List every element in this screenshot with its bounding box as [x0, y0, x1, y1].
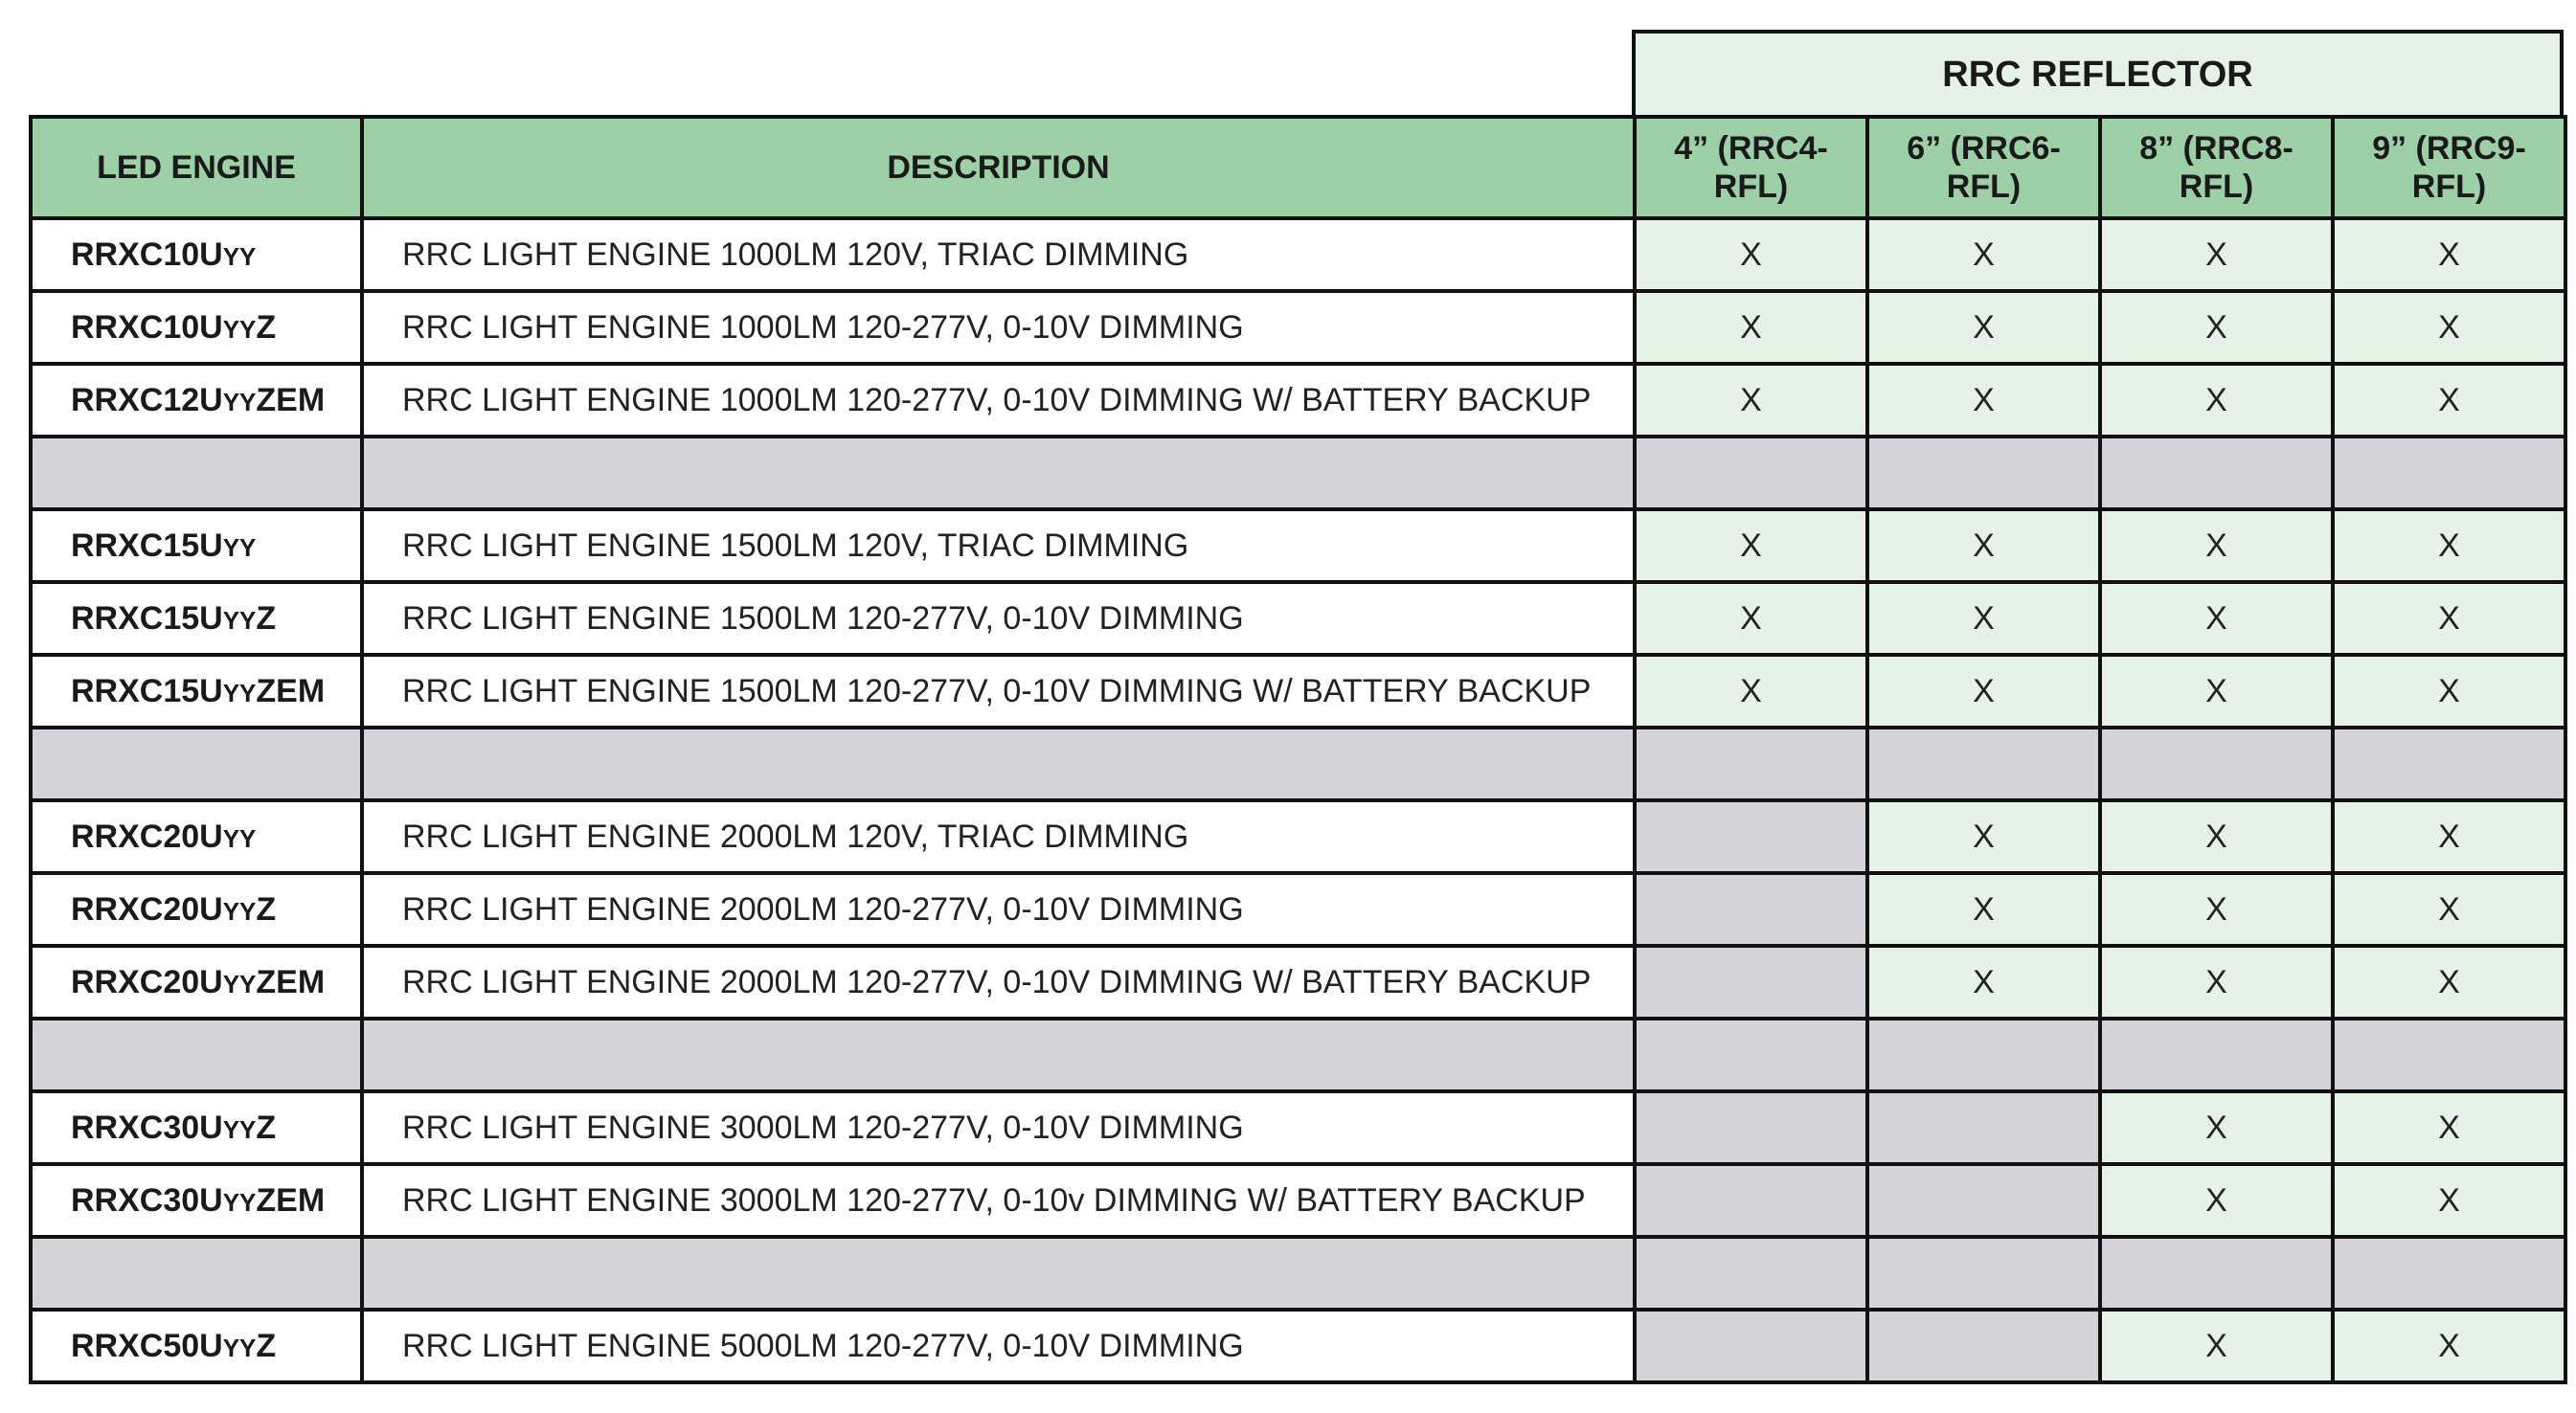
engine-code-suffix: YY	[222, 532, 257, 562]
separator-cell	[1635, 437, 1867, 509]
reflector-group-header-table	[1632, 30, 2564, 120]
compat-mark-8: X	[2100, 1164, 2333, 1237]
compat-mark-9: X	[2333, 364, 2565, 437]
led-engine-code	[31, 800, 362, 873]
header-reflector-4-line2: RFL)	[1713, 168, 1789, 205]
separator-cell	[2333, 1019, 2565, 1091]
table-row	[31, 582, 2565, 655]
separator-cell	[31, 437, 362, 509]
led-engine-code	[31, 218, 362, 291]
compat-mark-4	[1635, 1091, 1867, 1164]
engine-code-prefix: RRXC20U	[71, 963, 223, 1000]
separator-cell	[31, 1237, 362, 1310]
compat-mark-4	[1635, 873, 1867, 946]
compat-mark-8: X	[2100, 582, 2333, 655]
engine-code-prefix: RRXC10U	[71, 236, 223, 273]
compat-mark-9: X	[2333, 291, 2565, 364]
header-reflector-8-line2: RFL)	[2179, 168, 2254, 205]
engine-code-tail: Z	[256, 308, 277, 346]
group-separator-row	[31, 1237, 2565, 1310]
separator-cell	[31, 728, 362, 800]
engine-code-suffix: YY	[222, 605, 257, 635]
engine-code-tail: ZEM	[256, 672, 326, 709]
description-cell: RRC LIGHT ENGINE 5000LM 120-277V, 0-10V DIMMING	[362, 1310, 1635, 1382]
led-engine-code	[31, 946, 362, 1019]
compat-mark-9: X	[2333, 1310, 2565, 1382]
group-separator-row	[31, 1019, 2565, 1091]
separator-cell	[362, 437, 1635, 509]
engine-code-tail: ZEM	[256, 1181, 326, 1219]
separator-cell	[1867, 1019, 2100, 1091]
separator-cell	[2333, 1237, 2565, 1310]
engine-code-suffix: YY	[222, 314, 257, 344]
group-separator-row	[31, 437, 2565, 509]
header-reflector-8-line1: 8” (RRC8-	[2139, 130, 2294, 167]
separator-cell	[362, 1237, 1635, 1310]
header-reflector-6-line2: RFL)	[1946, 168, 2022, 205]
compat-mark-8: X	[2100, 218, 2333, 291]
engine-code-suffix: YY	[222, 1187, 257, 1217]
description-cell: RRC LIGHT ENGINE 2000LM 120V, TRIAC DIMMING	[362, 800, 1635, 873]
compat-mark-6	[1867, 1091, 2100, 1164]
engine-code-prefix: RRXC12U	[71, 381, 223, 418]
separator-cell	[1867, 437, 2100, 509]
compat-mark-6: X	[1867, 582, 2100, 655]
table-row	[31, 509, 2565, 582]
description-cell: RRC LIGHT ENGINE 3000LM 120-277V, 0-10V DIMMING	[362, 1091, 1635, 1164]
description-cell: RRC LIGHT ENGINE 1500LM 120-277V, 0-10V DIMMING	[362, 582, 1635, 655]
header-description: DESCRIPTION	[362, 117, 1635, 218]
compat-mark-6: X	[1867, 364, 2100, 437]
separator-cell	[1635, 1237, 1867, 1310]
separator-cell	[31, 1019, 362, 1091]
header-reflector-9-line1: 9” (RRC9-	[2372, 130, 2526, 167]
table-row	[31, 1310, 2565, 1382]
compat-mark-8: X	[2100, 946, 2333, 1019]
description-cell: RRC LIGHT ENGINE 3000LM 120-277V, 0-10v DIMMING W/ BATTERY BACKUP	[362, 1164, 1635, 1237]
separator-cell	[1867, 1237, 2100, 1310]
compat-mark-9: X	[2333, 1164, 2565, 1237]
led-engine-code	[31, 291, 362, 364]
separator-cell	[1635, 728, 1867, 800]
header-reflector-6	[1867, 117, 2100, 218]
compat-mark-9: X	[2333, 509, 2565, 582]
led-engine-code	[31, 655, 362, 728]
separator-cell	[2333, 728, 2565, 800]
separator-cell	[2100, 1237, 2333, 1310]
compat-mark-4: X	[1635, 582, 1867, 655]
engine-code-suffix: YY	[222, 823, 257, 853]
compat-mark-8: X	[2100, 509, 2333, 582]
table-body	[31, 218, 2565, 1382]
table-row	[31, 655, 2565, 728]
compat-mark-8: X	[2100, 1091, 2333, 1164]
table-row	[31, 946, 2565, 1019]
header-reflector-9	[2333, 117, 2565, 218]
group-separator-row	[31, 728, 2565, 800]
engine-code-prefix: RRXC15U	[71, 672, 223, 709]
description-cell: RRC LIGHT ENGINE 2000LM 120-277V, 0-10V DIMMING	[362, 873, 1635, 946]
header-reflector-6-line1: 6” (RRC6-	[1907, 130, 2061, 167]
compat-mark-6: X	[1867, 946, 2100, 1019]
engine-code-tail: Z	[256, 890, 277, 928]
compat-mark-9: X	[2333, 873, 2565, 946]
table-row	[31, 800, 2565, 873]
led-engine-code	[31, 1164, 362, 1237]
compat-mark-9: X	[2333, 800, 2565, 873]
engine-code-prefix: RRXC20U	[71, 890, 223, 928]
header-reflector-4-line1: 4” (RRC4-	[1674, 130, 1828, 167]
table-row	[31, 873, 2565, 946]
compat-mark-6: X	[1867, 218, 2100, 291]
description-cell: RRC LIGHT ENGINE 1000LM 120V, TRIAC DIMMING	[362, 218, 1635, 291]
led-engine-code	[31, 364, 362, 437]
table-row	[31, 218, 2565, 291]
compat-mark-4	[1635, 946, 1867, 1019]
compat-mark-8: X	[2100, 364, 2333, 437]
description-cell: RRC LIGHT ENGINE 1500LM 120V, TRIAC DIMMING	[362, 509, 1635, 582]
compatibility-table	[29, 115, 2567, 1384]
compat-mark-6: X	[1867, 800, 2100, 873]
engine-code-prefix: RRXC50U	[71, 1327, 223, 1364]
compat-mark-4	[1635, 1310, 1867, 1382]
compat-mark-6: X	[1867, 873, 2100, 946]
engine-code-tail: Z	[256, 599, 277, 637]
engine-code-suffix: YY	[222, 1114, 257, 1144]
compat-mark-9: X	[2333, 218, 2565, 291]
header-reflector-8	[2100, 117, 2333, 218]
engine-code-prefix: RRXC30U	[71, 1181, 223, 1219]
compat-mark-4	[1635, 1164, 1867, 1237]
engine-code-tail: ZEM	[256, 963, 326, 1000]
compat-mark-6	[1867, 1310, 2100, 1382]
compat-mark-8: X	[2100, 873, 2333, 946]
compat-mark-4: X	[1635, 655, 1867, 728]
separator-cell	[2100, 728, 2333, 800]
separator-cell	[2100, 1019, 2333, 1091]
separator-cell	[362, 728, 1635, 800]
description-cell: RRC LIGHT ENGINE 2000LM 120-277V, 0-10V DIMMING W/ BATTERY BACKUP	[362, 946, 1635, 1019]
separator-cell	[2333, 437, 2565, 509]
compat-mark-6: X	[1867, 291, 2100, 364]
table-row	[31, 1091, 2565, 1164]
description-cell: RRC LIGHT ENGINE 1000LM 120-277V, 0-10V DIMMING W/ BATTERY BACKUP	[362, 364, 1635, 437]
description-cell: RRC LIGHT ENGINE 1500LM 120-277V, 0-10V DIMMING W/ BATTERY BACKUP	[362, 655, 1635, 728]
header-reflector-9-line2: RFL)	[2411, 168, 2487, 205]
compat-mark-4: X	[1635, 509, 1867, 582]
engine-code-tail: ZEM	[256, 381, 326, 418]
compat-mark-4	[1635, 800, 1867, 873]
separator-cell	[362, 1019, 1635, 1091]
engine-code-tail: Z	[256, 1109, 277, 1146]
engine-code-suffix: YY	[222, 896, 257, 926]
table-row	[31, 1164, 2565, 1237]
led-engine-code	[31, 509, 362, 582]
table-header-row	[31, 117, 2565, 218]
engine-code-suffix: YY	[222, 387, 257, 416]
separator-cell	[2100, 437, 2333, 509]
compat-mark-4: X	[1635, 218, 1867, 291]
led-engine-code	[31, 1091, 362, 1164]
compat-mark-8: X	[2100, 291, 2333, 364]
engine-code-suffix: YY	[222, 1333, 257, 1362]
description-cell: RRC LIGHT ENGINE 1000LM 120-277V, 0-10V DIMMING	[362, 291, 1635, 364]
engine-code-prefix: RRXC15U	[71, 527, 223, 564]
header-led-engine: LED ENGINE	[31, 117, 362, 218]
compat-mark-9: X	[2333, 655, 2565, 728]
compat-mark-4: X	[1635, 364, 1867, 437]
engine-code-suffix: YY	[222, 678, 257, 707]
engine-code-tail: Z	[256, 1327, 277, 1364]
compat-mark-4: X	[1635, 291, 1867, 364]
engine-code-prefix: RRXC10U	[71, 308, 223, 346]
table-row	[31, 364, 2565, 437]
compat-mark-6: X	[1867, 655, 2100, 728]
compat-mark-9: X	[2333, 1091, 2565, 1164]
engine-code-suffix: YY	[222, 969, 257, 998]
compat-mark-9: X	[2333, 582, 2565, 655]
engine-code-prefix: RRXC20U	[71, 818, 223, 855]
compat-mark-6: X	[1867, 509, 2100, 582]
header-reflector-4	[1635, 117, 1867, 218]
separator-cell	[1867, 728, 2100, 800]
engine-code-prefix: RRXC15U	[71, 599, 223, 637]
engine-code-suffix: YY	[222, 241, 257, 271]
compat-mark-8: X	[2100, 800, 2333, 873]
compat-mark-8: X	[2100, 655, 2333, 728]
reflector-group-title: RRC REFLECTOR	[1634, 32, 2562, 118]
compat-mark-9: X	[2333, 946, 2565, 1019]
led-engine-code	[31, 582, 362, 655]
table-row	[31, 291, 2565, 364]
engine-code-prefix: RRXC30U	[71, 1109, 223, 1146]
led-engine-code	[31, 1310, 362, 1382]
led-engine-code	[31, 873, 362, 946]
separator-cell	[1635, 1019, 1867, 1091]
compat-mark-8: X	[2100, 1310, 2333, 1382]
compat-mark-6	[1867, 1164, 2100, 1237]
